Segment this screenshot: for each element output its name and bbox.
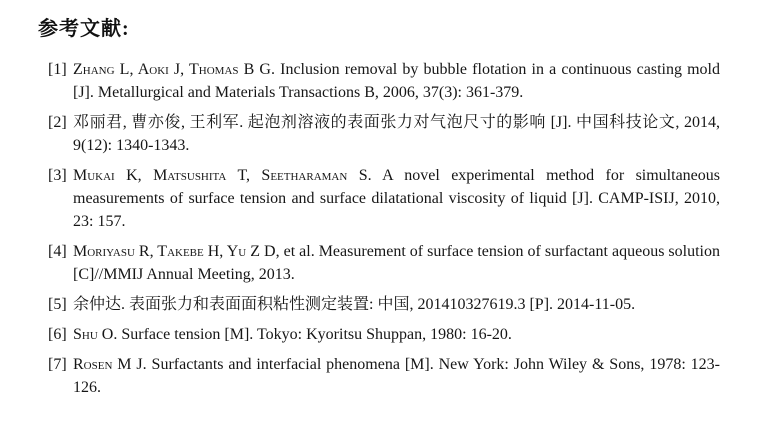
reference-label: [4] (48, 243, 67, 260)
reference-authors: Moriyasu R, Takebe H, Yu Z D (73, 243, 276, 260)
reference-label: [6] (48, 326, 67, 343)
reference-item (38, 111, 720, 157)
reference-body: . 表面张力和表面面积粘性测定装置: 中国, 201410327619.3 [P]. 2014-11-05. (121, 296, 636, 313)
reference-authors: Mukai K, Matsushita T, Seetharaman S (73, 167, 368, 184)
reference-text (73, 111, 720, 157)
reference-label: [5] (48, 296, 67, 313)
reference-body: . A novel experimental method for simultaneous measurements of surface tension and surface dilatational viscosity of liquid [J]. CAMP-ISIJ, 2010, 23: 157. (73, 167, 721, 230)
reference-item (38, 323, 720, 346)
reference-text (73, 164, 720, 233)
reference-text (73, 353, 720, 399)
reference-authors: 余仲达 (73, 296, 122, 313)
reference-body: . Surface tension [M]. Tokyo: Kyoritsu Shuppan, 1980: 16-20. (113, 326, 512, 343)
reference-authors: Zhang L, Aoki J, Thomas B G (73, 61, 271, 78)
reference-label: [7] (48, 356, 67, 373)
reference-item (38, 293, 720, 316)
reference-item (38, 353, 720, 399)
reference-text (73, 323, 720, 346)
reference-item (38, 240, 720, 286)
reference-text (73, 293, 720, 316)
reference-item (38, 164, 720, 233)
reference-text (73, 240, 720, 286)
reference-authors: 邓丽君, 曹亦俊, 王利军 (73, 114, 240, 131)
reference-label: [3] (48, 167, 67, 184)
reference-body: . Surfactants and interfacial phenomena [M]. New York: John Wiley & Sons, 1978: 123-126. (73, 356, 720, 396)
reference-label: [1] (48, 61, 67, 78)
reference-list (38, 58, 720, 399)
reference-body: . 起泡剂溶液的表面张力对气泡尺寸的影响 [J]. 中国科技论文, 2014, 9(12): 1340-1343. (73, 114, 720, 154)
reference-body: , et al. Measurement of surface tension of surfactant aqueous solution [C]//MMIJ Annual Meeting, 2013. (73, 243, 720, 283)
reference-text (73, 58, 720, 104)
references-section-title: 参考文献: (38, 18, 130, 40)
reference-label: [2] (48, 114, 67, 131)
reference-authors: Shu O (73, 326, 114, 343)
reference-body: . Inclusion removal by bubble flotation in a continuous casting mold [J]. Metallurgical and Materials Transactions B, 2006, 37(3): 361-379. (73, 61, 721, 101)
reference-authors: Rosen M J (73, 356, 143, 373)
reference-item (38, 58, 720, 104)
